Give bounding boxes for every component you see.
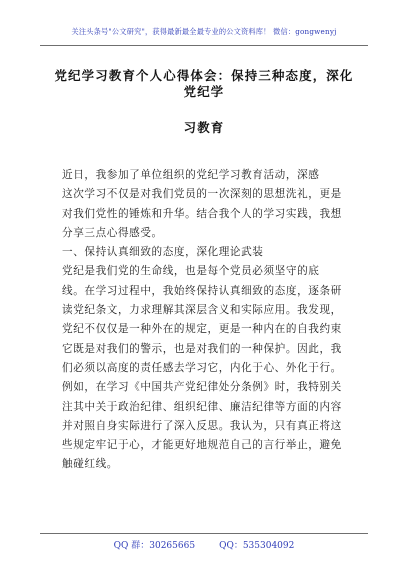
body-line: 些规定牢记于心，才能更好地规范自己的言行举止，避免 [62, 439, 342, 452]
body-line: 党纪不仅仅是一种外在的规定，更是一种内在的自我约束 [62, 323, 342, 336]
document-title-line-2: 习教育 [183, 120, 225, 135]
body-line: 触碰红线。 [62, 458, 118, 471]
body-line: 这次学习不仅是对我们党员的一次深刻的思想洗礼，更是 [62, 188, 342, 201]
footer-qq: QQ：535304092 [219, 541, 295, 551]
footer-qq-group: QQ 群：30265665 [113, 541, 196, 551]
body-line: 分享三点心得感受。 [62, 226, 163, 239]
body-line: 对我们党性的锤炼和升华。结合我个人的学习实践，我想 [62, 207, 342, 220]
footer-contact [0, 538, 408, 551]
body-line: 线。在学习过程中，我始终保持认真细致的态度，逐条研 [62, 284, 342, 297]
body-line: 并对照自身实际进行了深入反思。我认为，只有真正将这 [62, 419, 342, 432]
body-line: 注其中关于政治纪律、组织纪律、廉洁纪律等方面的内容 [62, 400, 342, 413]
body-line: 近日，我参加了单位组织的党纪学习教育活动，深感 [62, 169, 320, 181]
document-title-line-1: 党纪学习教育个人心得体会：保持三种态度，深化党纪学 [54, 68, 354, 99]
document-body [62, 166, 350, 475]
header-rule [40, 45, 368, 46]
header-banner: 关注头条号"公文研究"，获得最新最全最专业的公文资料库！ 微信：gongwenyj [71, 27, 337, 36]
section-heading: 一、保持认真细致的态度，深化理论武装 [62, 246, 264, 259]
body-line: 们必须以高度的责任感去学习它，内化于心、外化于行。 [62, 361, 342, 374]
body-line: 党纪是我们党的生命线，也是每个党员必须坚守的底 [62, 265, 320, 278]
body-line: 例如，在学习《中国共产党纪律处分条例》时，我特别关 [62, 381, 342, 394]
body-line: 读党纪条文，力求理解其深层含义和实际应用。我发现， [62, 304, 342, 317]
body-line: 它既是对我们的警示，也是对我们的一种保护。因此，我 [62, 342, 342, 355]
footer-rule [40, 533, 368, 534]
